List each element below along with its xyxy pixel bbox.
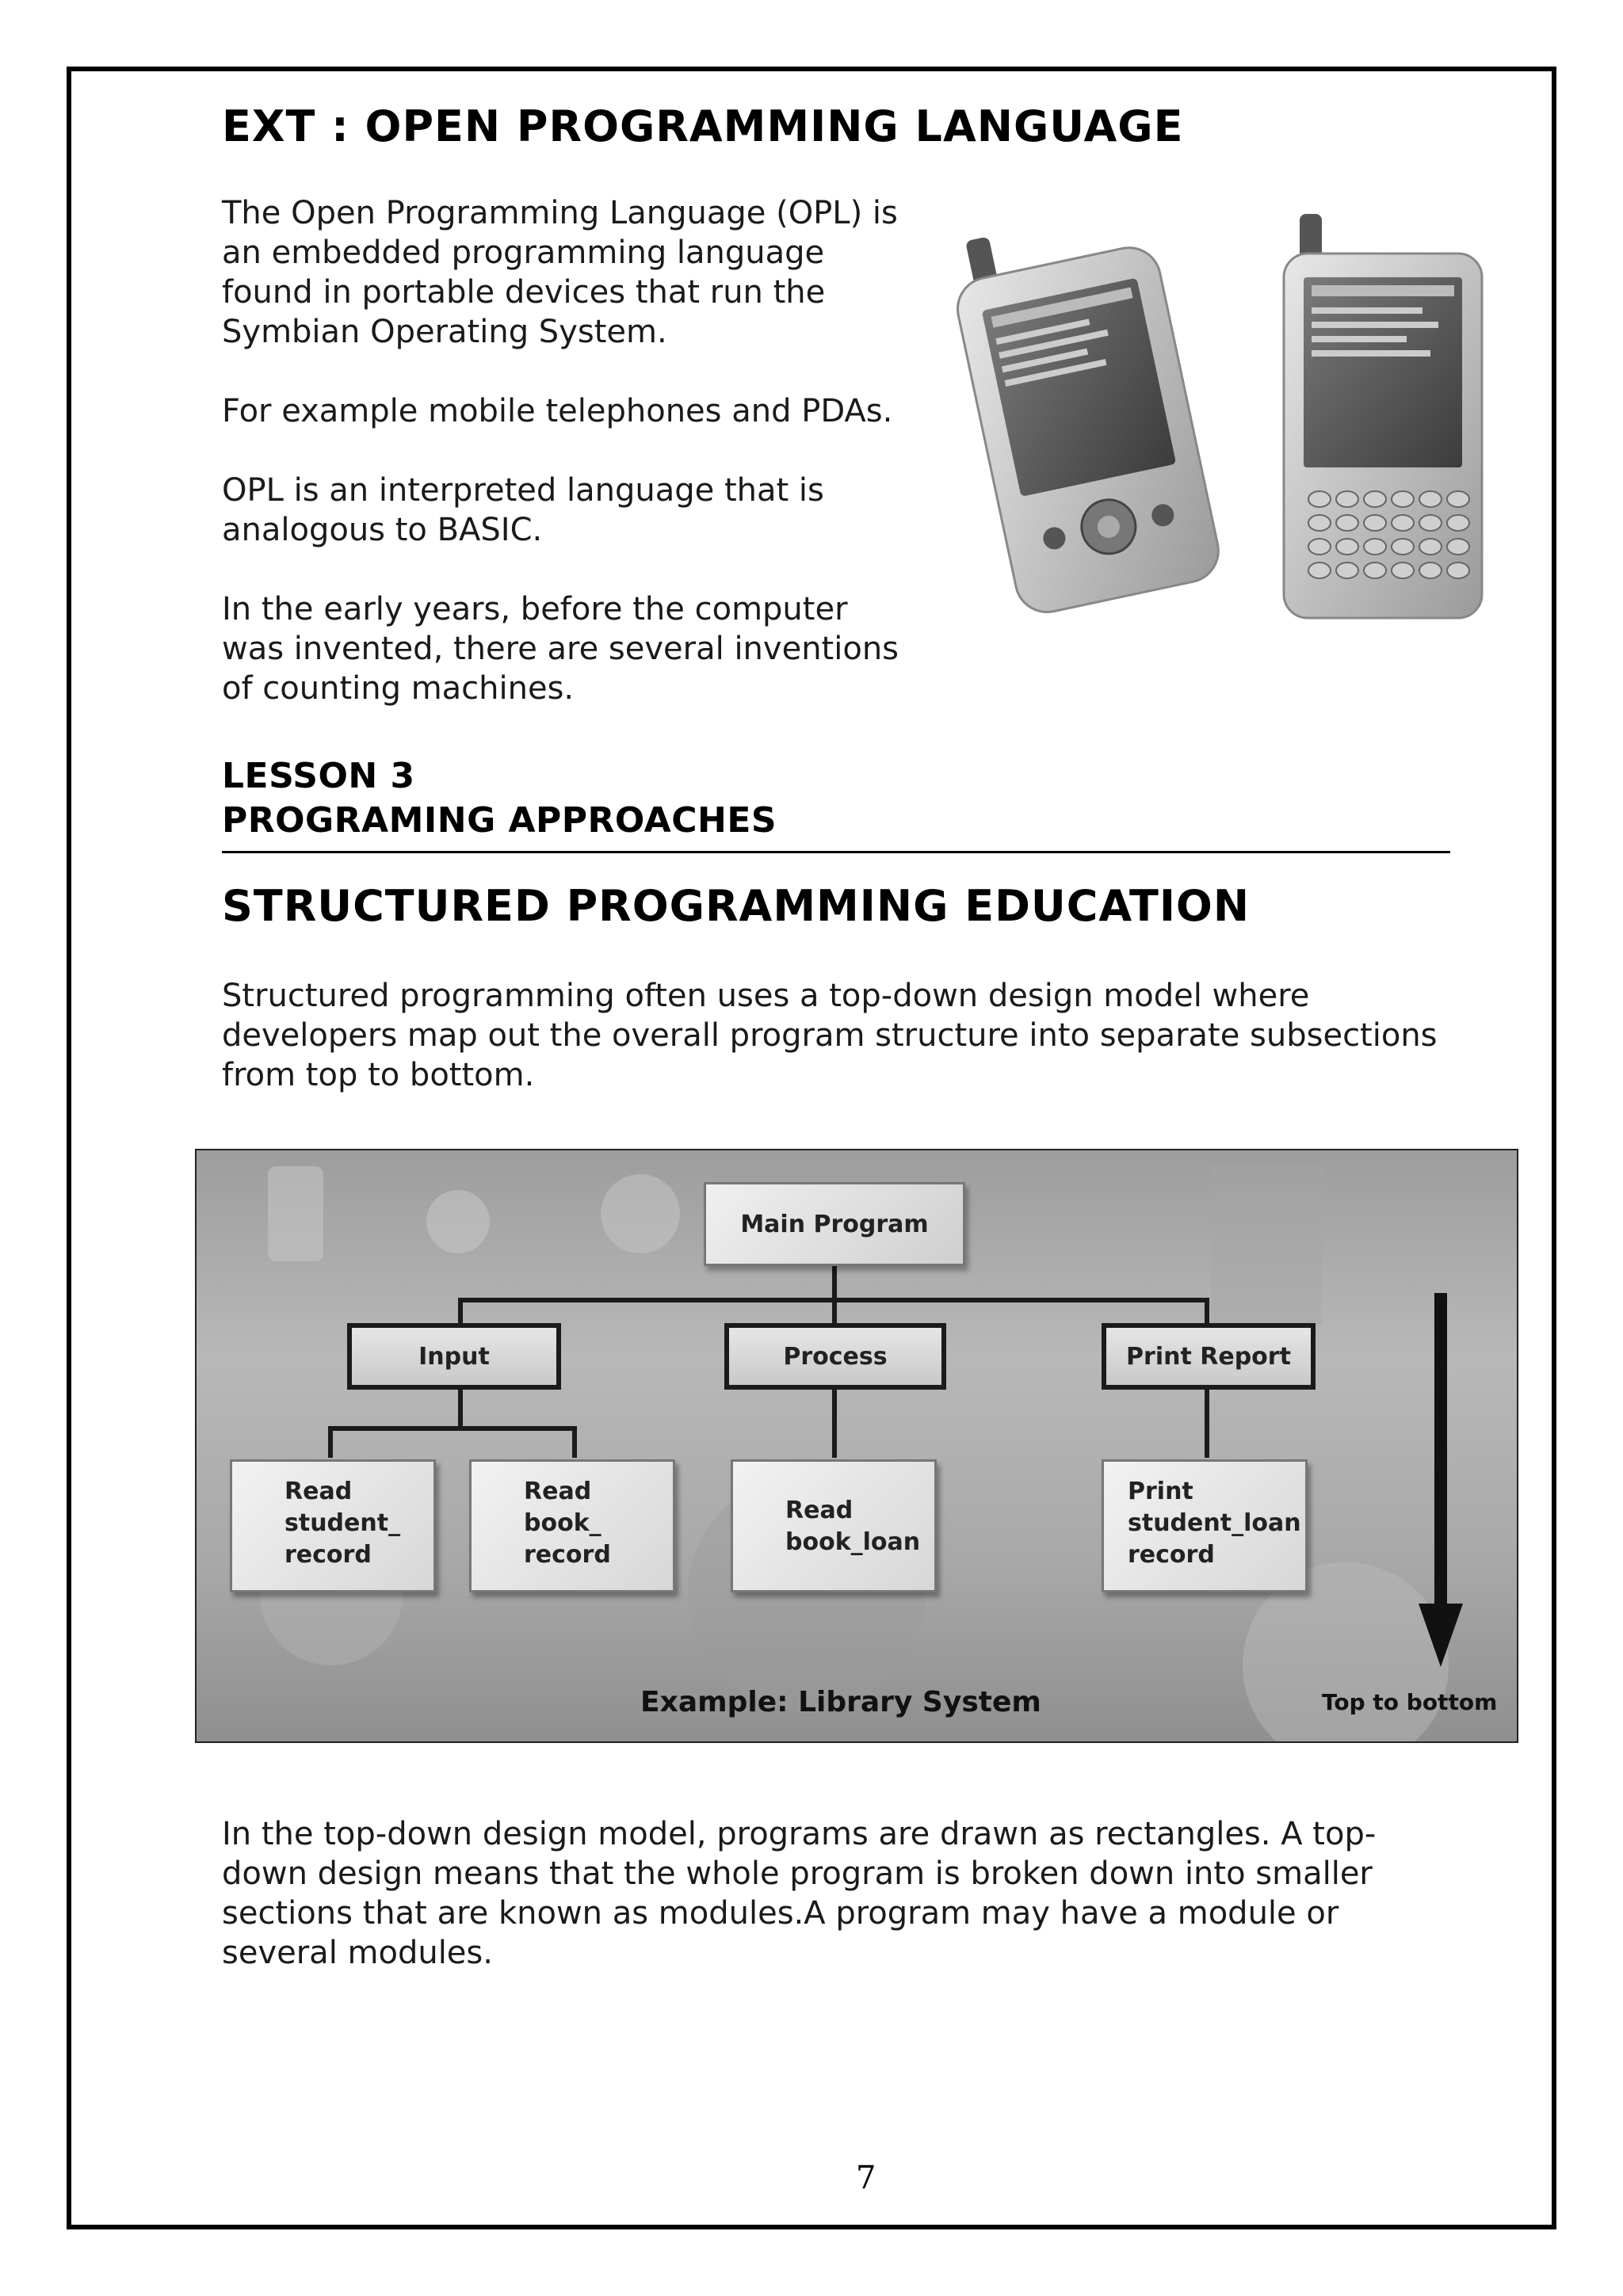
pda-right [1284,214,1482,618]
page-number: 7 [856,2160,876,2196]
connector [458,1386,463,1431]
box-print-report: Print Report [1102,1323,1316,1390]
arrow-label: Top to bottom [1322,1689,1498,1715]
section-heading-opl: EXT : OPEN PROGRAMMING LANGUAGE [222,101,1184,151]
connector [832,1386,837,1458]
connector [1205,1386,1209,1458]
opl-paragraph-4: In the early years, before the computer was invented, there are several inventions of counting machines. [222,591,899,707]
structured-intro: Structured programming often uses a top-down design model where developers map out the overall program structure into separate subsections from top to bottom. [222,978,1438,1093]
diagram-caption: Example: Library System [640,1686,1041,1718]
box-main-program: Main Program [704,1182,965,1266]
module-print-student-loan-record: Print student_loan record [1102,1459,1308,1592]
pda-phones-image [951,198,1506,626]
module-read-book-loan: Read book_loan [731,1459,937,1592]
lesson-title: PROGRAMING APPROACHES [222,800,777,841]
module-read-book-record: Read book_ record [469,1459,675,1592]
opl-paragraph-1: The Open Programming Language (OPL) is an embedded programming language found in portable devices that run the Symbian Operating System. [222,195,898,350]
section-divider [222,851,1450,853]
down-arrow-icon [1417,1293,1465,1673]
section-heading-structured: STRUCTURED PROGRAMMING EDUCATION [222,881,1251,931]
structured-outro: In the top-down design model, programs are drawn as rectangles. A top- down design means that the whole program is broken down into smaller sections that are known as modules.A program may have a module or several modules. [222,1816,1377,1971]
top-down-diagram [195,1149,1518,1743]
opl-paragraph-2: For example mobile telephones and PDAs. [222,393,893,429]
box-process: Process [724,1323,946,1390]
connector [572,1426,577,1458]
connector [328,1426,333,1458]
opl-paragraph-3: OPL is an interpreted language that is analogous to BASIC. [222,472,824,548]
connector [328,1426,577,1431]
pda-left [951,203,1224,618]
module-read-student-record: Read student_ record [230,1459,436,1592]
lesson-number: LESSON 3 [222,756,415,796]
box-input: Input [347,1323,561,1390]
